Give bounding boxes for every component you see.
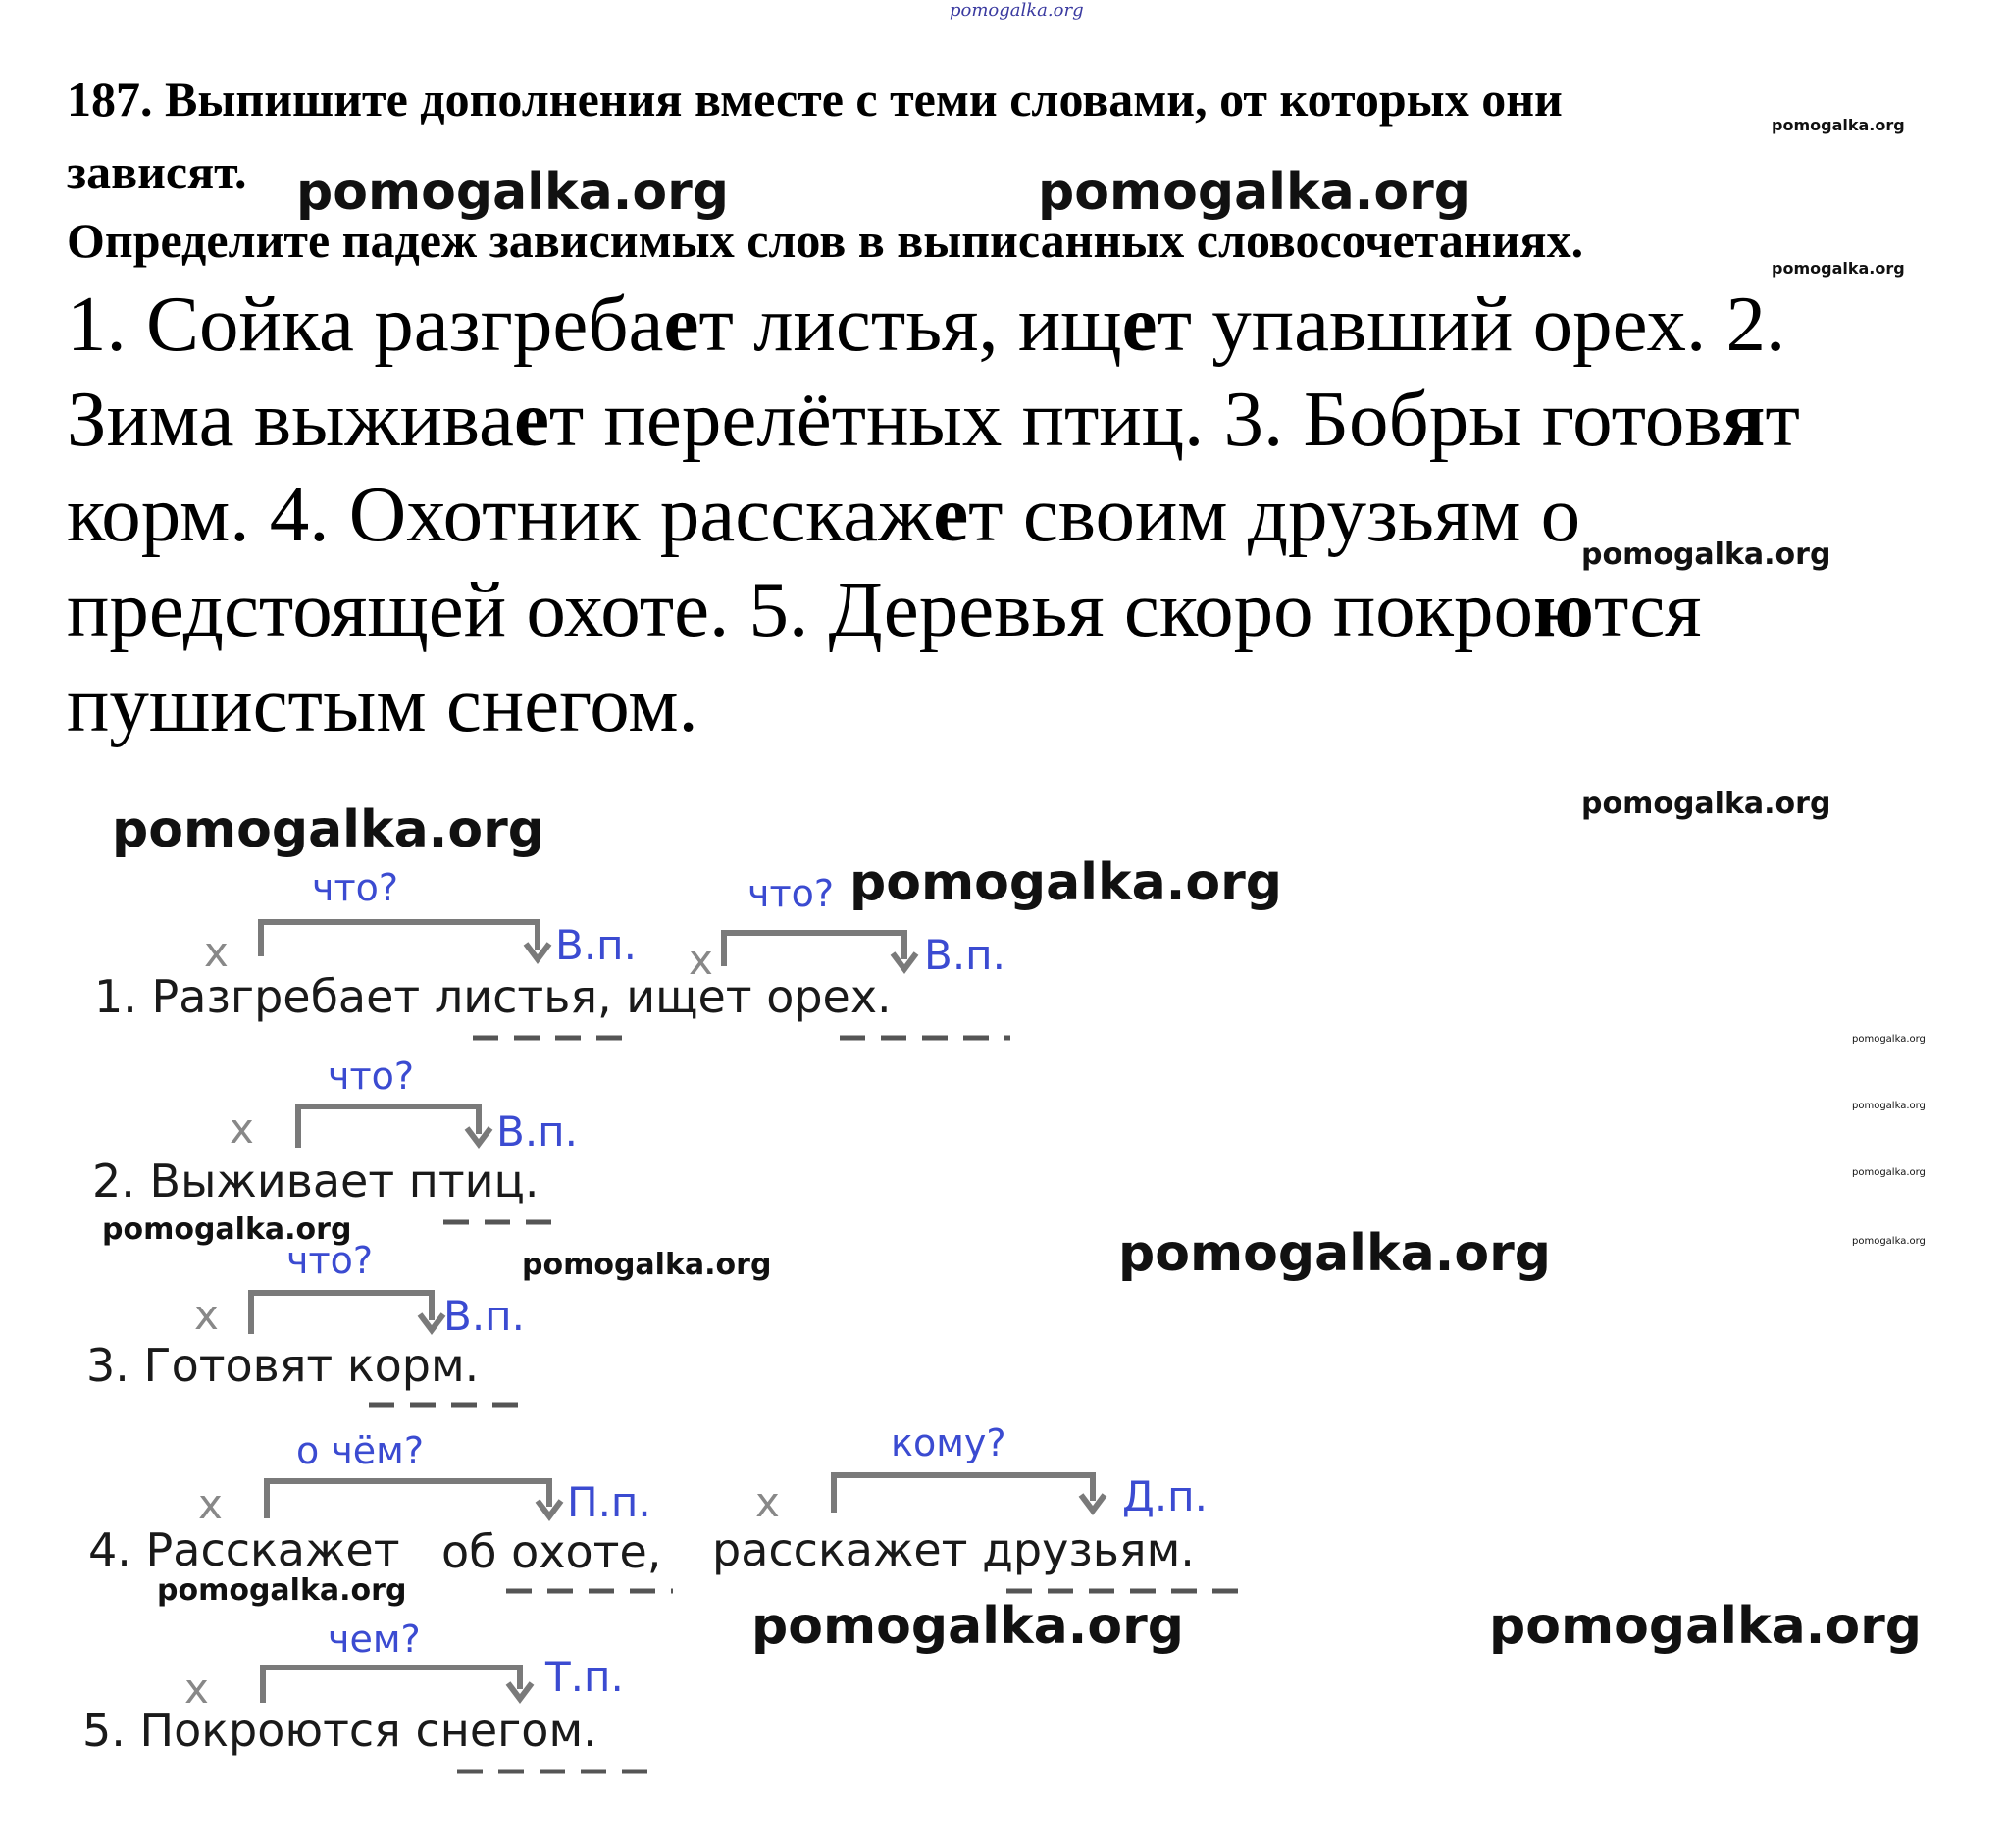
watermark: pomogalka.org [1772, 116, 1905, 134]
dependency-arrow [251, 1293, 432, 1334]
answer-sentence-3: 3. Готовят корм. [86, 1339, 480, 1392]
watermark: pomogalka.org [112, 800, 545, 859]
case-label: Д.п. [1122, 1472, 1208, 1520]
question-label: о чём? [296, 1429, 424, 1472]
question-label: чем? [328, 1617, 421, 1661]
question-label: кому? [891, 1421, 1006, 1464]
exercise-title-line1: 187. Выпишите дополнения вместе с теми словами, от которых они [67, 72, 1563, 127]
watermark: pomogalka.org [1118, 1224, 1552, 1283]
dependency-arrow [834, 1475, 1093, 1513]
watermark: pomogalka.org [522, 1248, 772, 1282]
case-label: Т.п. [545, 1653, 624, 1701]
answer-sentence-4-verb: 4. Расскажет [88, 1523, 400, 1576]
x-mark: x [204, 928, 229, 976]
dependency-arrow [263, 1668, 520, 1703]
dependency-arrow [724, 933, 904, 966]
answer-sentence-1: 1. Разгребает листья, ищет орех. [94, 970, 892, 1023]
case-label: В.п. [924, 931, 1005, 979]
x-mark: x [230, 1104, 254, 1153]
case-label: В.п. [443, 1292, 525, 1340]
question-label: что? [328, 1054, 415, 1098]
question-label: что? [747, 872, 835, 915]
watermark: pomogalka.org [157, 1573, 407, 1608]
exercise-text: 1. Сойка разгребает листья, ищет упавший орех. 2. Зима выживает перелётных птиц. 3. Бобры готовят корм. 4. Охотник расскажет своим друзьям о предстоящей охоте. 5. Деревья скоро покроются пушистым снегом. [67, 280, 1800, 748]
watermark: pomogalka.org [102, 1212, 352, 1247]
watermark: pomogalka.org [1772, 259, 1905, 278]
watermark: pomogalka.org [296, 163, 730, 222]
watermark: pomogalka.org [1852, 1034, 1926, 1045]
exercise-title-line2: зависят. [67, 144, 247, 199]
watermark: pomogalka.org [1852, 1236, 1926, 1247]
watermark: pomogalka.org [1852, 1167, 1926, 1178]
exercise-title-line3: Определите падеж зависимых слов в выписанных словосочетаниях. [67, 213, 1584, 268]
watermark: pomogalka.org [1038, 163, 1471, 222]
watermark: pomogalka.org [1489, 1597, 1923, 1656]
x-mark: x [755, 1478, 780, 1526]
answer-sentence-5: 5. Покроются снегом. [82, 1704, 597, 1757]
header-watermark: pomogalka.org [950, 0, 1084, 21]
question-label: что? [312, 866, 399, 909]
case-label: П.п. [567, 1478, 651, 1526]
case-label: В.п. [496, 1107, 578, 1155]
x-mark: x [198, 1480, 223, 1528]
case-label: В.п. [555, 921, 637, 969]
x-mark: x [184, 1665, 209, 1713]
dependency-arrow [261, 922, 538, 956]
dependency-arrow [298, 1106, 479, 1148]
dependency-arrow [267, 1481, 549, 1518]
watermark: pomogalka.org [751, 1597, 1185, 1656]
watermark: pomogalka.org [1581, 538, 1831, 572]
watermark: pomogalka.org [1852, 1101, 1926, 1111]
x-mark: x [194, 1291, 219, 1339]
watermark: pomogalka.org [1581, 787, 1831, 821]
x-mark: x [689, 936, 713, 984]
question-label: что? [286, 1239, 374, 1282]
answer-sentence-4-object: об охоте, [441, 1525, 662, 1578]
answer-sentence-4-second: расскажет друзьям. [712, 1523, 1195, 1576]
watermark: pomogalka.org [849, 853, 1283, 912]
answer-sentence-2: 2. Выживает птиц. [92, 1155, 540, 1207]
